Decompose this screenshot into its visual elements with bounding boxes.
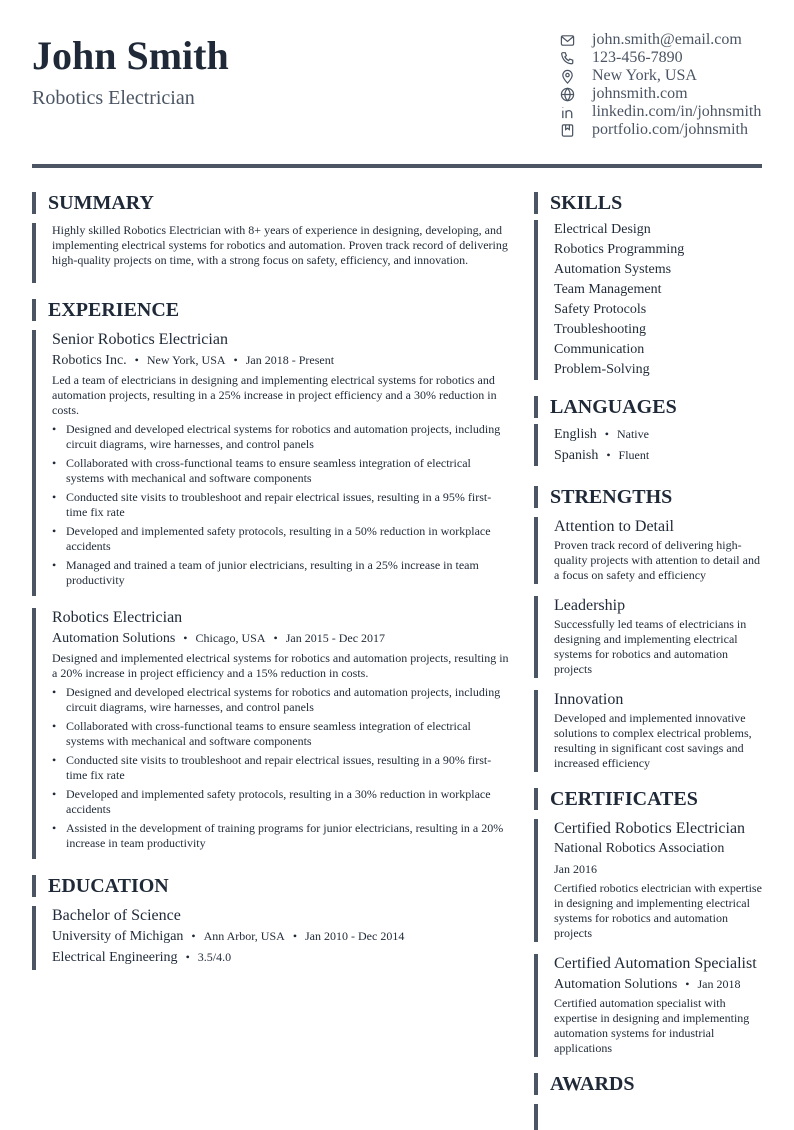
- job-bullets: [52, 422, 510, 588]
- summary-heading: SUMMARY: [32, 192, 510, 214]
- certificates-section: [534, 788, 762, 1057]
- education-dates: Jan 2010 - Dec 2014: [305, 929, 405, 943]
- list-item: • Collaborated with cross-functional teams to ensure seamless integration of electrical systems with mechanical and software components: [66, 719, 510, 749]
- education-field: Electrical Engineering: [52, 950, 178, 965]
- skills-section: [534, 192, 762, 380]
- candidate-role: Robotics Electrician: [32, 87, 195, 109]
- contact-location: [558, 67, 761, 85]
- job-location: Chicago, USA: [195, 631, 266, 645]
- skill-item: Electrical Design: [554, 222, 651, 237]
- separator-dot: •: [273, 631, 278, 645]
- contact-location-text: New York, USA: [592, 67, 697, 84]
- list-item: • Designed and developed electrical systems for robotics and automation projects, including circuit diagrams, wire harnesses, and control panels: [66, 685, 510, 715]
- contact-linkedin[interactable]: [558, 103, 761, 121]
- languages-heading: LANGUAGES: [534, 396, 762, 418]
- contact-linkedin-text: linkedin.com/in/johnsmith: [592, 103, 762, 120]
- awards-section: [534, 1073, 762, 1130]
- job-company: Robotics Inc.: [52, 353, 127, 368]
- list-item: • Managed and trained a team of junior electricians, resulting in a 25% increase in team productivity: [66, 558, 510, 588]
- language-item: [554, 445, 762, 466]
- list-item: • Assisted in the development of training programs for junior electricians, resulting in a 20% increase in team productivity: [66, 821, 510, 851]
- skill-item: Troubleshooting: [554, 322, 647, 337]
- certificate-meta: [554, 974, 762, 995]
- skill-item: Problem-Solving: [554, 362, 650, 377]
- strength-name: Leadership: [554, 597, 626, 614]
- strength-name: Innovation: [554, 691, 624, 708]
- list-item: • Collaborated with cross-functional teams to ensure seamless integration of electrical systems with mechanical and software components: [66, 456, 510, 486]
- certificate-text: Certified automation specialist with expertise in designing and implementing automation systems for industrial applications: [554, 996, 750, 1055]
- contact-phone-text: 123-456-7890: [592, 49, 683, 66]
- job-position: Robotics Electrician: [52, 609, 183, 626]
- job-dates: Jan 2018 - Present: [245, 353, 335, 367]
- languages-section: [534, 396, 762, 466]
- certificate-text: Certified robotics electrician with expertise in designing and implementing electrical systems for robotics and automation projects: [554, 881, 762, 940]
- linkedin-icon: [560, 103, 580, 121]
- education-location: Ann Arbor, USA: [203, 929, 285, 943]
- education-degree: Bachelor of Science: [52, 907, 181, 924]
- certificate-issuer: Automation Solutions: [554, 977, 678, 992]
- globe-icon: [560, 85, 580, 103]
- education-section: [32, 875, 510, 970]
- summary-text: Highly skilled Robotics Electrician with 8+ years of experience in designing, developing, and implementing electrical systems for robotics and automation. Proven track record of delivering high-quality projects on time, with a strong focus on safety, efficiency, and innovation.: [52, 223, 508, 267]
- summary-body: [32, 223, 510, 283]
- contact-phone[interactable]: [558, 49, 761, 67]
- strengths-heading: STRENGTHS: [534, 486, 762, 508]
- skills-heading: SKILLS: [534, 192, 762, 214]
- contact-website-text: johnsmith.com: [592, 85, 688, 102]
- strength-item: [534, 517, 762, 584]
- list-item: • Designed and developed electrical systems for robotics and automation projects, including circuit diagrams, wire harnesses, and control panels: [66, 422, 510, 452]
- list-item: • Conducted site visits to troubleshoot and repair electrical issues, resulting in a 95% first-time fix rate: [66, 490, 510, 520]
- job-location: New York, USA: [146, 353, 226, 367]
- job-meta: [52, 628, 510, 649]
- strength-text: Successfully led teams of electricians in designing and implementing electrical systems for robotics and automation projects: [554, 617, 747, 676]
- education-gpa: 3.5/4.0: [197, 950, 232, 964]
- certificate-item: [534, 954, 762, 1057]
- header-divider: [32, 164, 762, 168]
- portfolio-icon: [560, 121, 580, 139]
- contact-portfolio-text: portfolio.com/johnsmith: [592, 121, 748, 138]
- education-meta: [52, 926, 510, 947]
- strength-item: [534, 596, 762, 678]
- language-level: Fluent: [618, 448, 650, 462]
- separator-dot: •: [233, 353, 238, 367]
- contact-list: [558, 31, 761, 139]
- job-meta: [52, 350, 510, 371]
- location-icon: [560, 67, 580, 85]
- job-description: Led a team of electricians in designing and implementing electrical systems for robotics and automation projects, resulting in a 25% increase in project efficiency and a 30% reduction in costs.: [52, 373, 497, 417]
- certificate-name: Certified Robotics Electrician: [554, 820, 746, 837]
- job-bullets: [52, 685, 510, 851]
- separator-dot: •: [604, 427, 609, 441]
- contact-email[interactable]: [558, 31, 761, 49]
- language-name: Spanish: [554, 448, 599, 463]
- certificate-date: Jan 2016: [554, 862, 597, 876]
- language-item: [554, 424, 762, 445]
- list-item: • Developed and implemented safety protocols, resulting in a 50% reduction in workplace accidents: [66, 524, 510, 554]
- skills-list: [534, 220, 762, 380]
- contact-portfolio[interactable]: [558, 121, 761, 139]
- separator-dot: •: [292, 929, 298, 943]
- separator-dot: •: [191, 929, 196, 943]
- education-heading: EDUCATION: [32, 875, 510, 897]
- strength-text: Developed and implemented innovative solutions to complex electrical problems, resulting in significant cost savings and increased efficiency: [554, 711, 752, 770]
- job-position: Senior Robotics Electrician: [52, 331, 228, 348]
- mail-icon: [560, 31, 580, 49]
- job-company: Automation Solutions: [52, 631, 176, 646]
- education-field-row: [52, 947, 510, 968]
- candidate-name: John Smith: [32, 33, 229, 78]
- contact-website[interactable]: [558, 85, 761, 103]
- job-dates: Jan 2015 - Dec 2017: [285, 631, 386, 645]
- experience-item: [32, 608, 510, 859]
- strengths-section: [534, 486, 762, 772]
- contact-email-text: john.smith@email.com: [592, 31, 742, 48]
- list-item: • Developed and implemented safety protocols, resulting in a 30% reduction in workplace accidents: [66, 787, 510, 817]
- separator-dot: •: [185, 950, 190, 964]
- awards-heading: AWARDS: [534, 1073, 762, 1095]
- skill-item: Robotics Programming: [554, 242, 685, 257]
- separator-dot: •: [606, 448, 611, 462]
- skill-item: Communication: [554, 342, 645, 357]
- languages-list: [534, 424, 762, 466]
- resume-header: [32, 26, 762, 168]
- education-item: [32, 906, 510, 970]
- strength-text: Proven track record of delivering high-quality projects with attention to detail and a focus on safety and efficiency: [554, 538, 760, 582]
- strength-name: Attention to Detail: [554, 518, 674, 535]
- list-item: • Conducted site visits to troubleshoot and repair electrical issues, resulting in a 90% first-time fix rate: [66, 753, 510, 783]
- left-column: [32, 192, 510, 970]
- right-column: [534, 192, 762, 1130]
- language-level: Native: [616, 427, 649, 441]
- certificate-name: Certified Automation Specialist: [554, 955, 757, 972]
- language-name: English: [554, 427, 597, 442]
- skill-item: Automation Systems: [554, 262, 672, 277]
- certificate-item: [534, 819, 762, 942]
- experience-section: [32, 299, 510, 859]
- skill-item: Team Management: [554, 282, 662, 297]
- summary-section: [32, 192, 510, 283]
- skill-item: Safety Protocols: [554, 302, 647, 317]
- separator-dot: •: [183, 631, 188, 645]
- separator-dot: •: [685, 977, 690, 991]
- awards-body: [534, 1104, 762, 1130]
- certificate-issuer: National Robotics Association: [554, 841, 725, 856]
- experience-heading: EXPERIENCE: [32, 299, 510, 321]
- job-description: Designed and implemented electrical systems for robotics and automation projects, resulting in a 20% increase in project efficiency and a 15% reduction in costs.: [52, 651, 509, 680]
- education-school: University of Michigan: [52, 929, 184, 944]
- separator-dot: •: [134, 353, 139, 367]
- certificates-heading: CERTIFICATES: [534, 788, 762, 810]
- strength-item: [534, 690, 762, 772]
- experience-item: [32, 330, 510, 596]
- certificate-date: Jan 2018: [697, 977, 741, 991]
- certificate-date-row: [554, 859, 762, 880]
- phone-icon: [560, 49, 580, 67]
